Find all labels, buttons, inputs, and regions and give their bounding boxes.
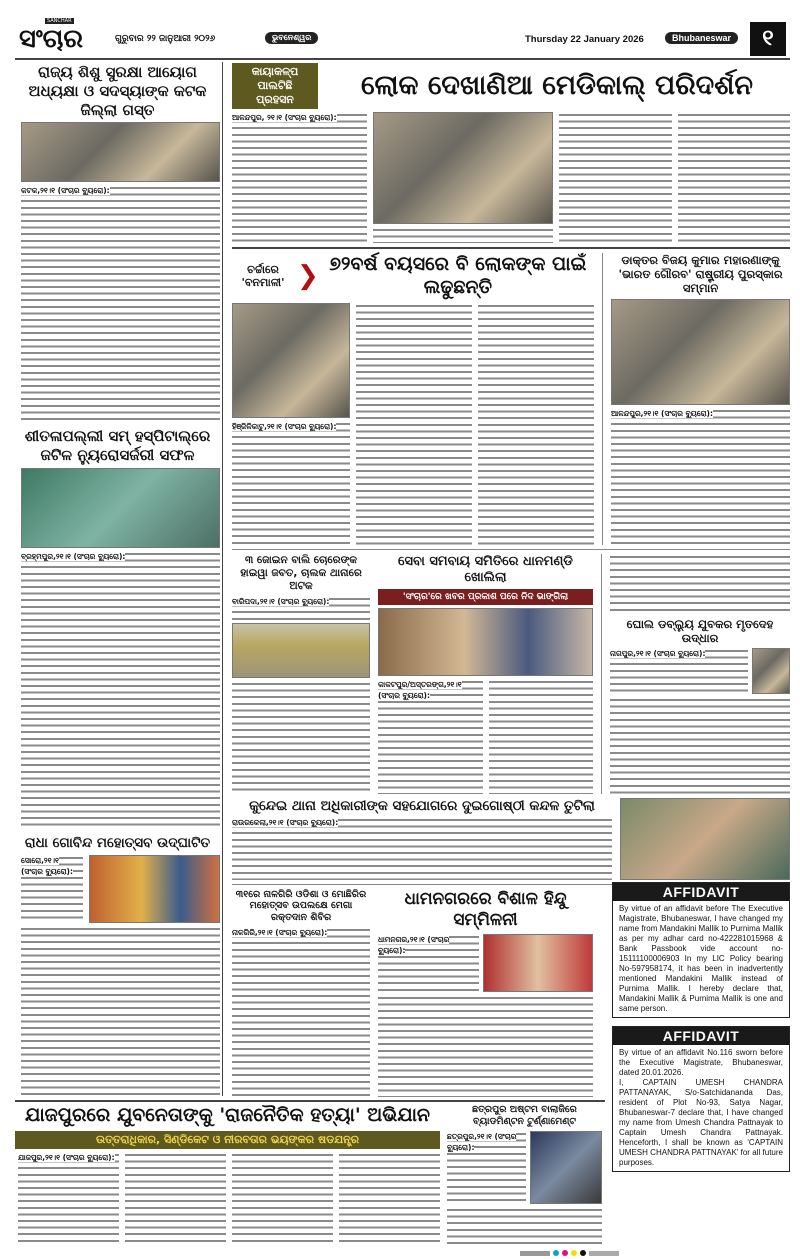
radha-headline[interactable]: ରାଧା ଗୋବିନ୍ଦ ମହୋତ୍ସବ ଉଦ୍‌ଘାଟିତ [24, 835, 211, 852]
medical-headline[interactable]: ଲୋକ ଦେଖାଣିଆ ମେଡିକାଲ୍ ପରିଦର୍ଶନ [361, 70, 753, 102]
blood-article [232, 889, 370, 1098]
kundei-photo [620, 798, 790, 880]
commission-photo [21, 122, 220, 182]
paddy-kicker: 'ସଂଚାର'ରେ ଖବର ପ୍ରକାଶ ପରେ ନିଦ ଭାଙ୍ଗିଲା [378, 589, 593, 605]
blood-body: ନାଳଗିରି,୨୧।୧ (ସଂଚାର ବ୍ୟୁରୋ): [232, 927, 370, 1097]
affidavit-title: AFFIDAVIT [613, 883, 789, 901]
page-number: ୧ [750, 22, 786, 56]
hindu-article [378, 889, 593, 1098]
jajpur-article [15, 1104, 440, 1244]
body-found-body: ନାଗପୁର,୨୧।୧ (ସଂଚାର ବ୍ୟୁରୋ): [610, 648, 748, 694]
sand-body-top: ବାରିପଦା,୨୧।୧ (ସଂଚାର ବ୍ୟୁରୋ): [232, 596, 370, 620]
kundei-article [232, 798, 790, 880]
badminton-body-top: ଛତ୍ରପୁର,୨୧।୧ (ସଂଚାର ବ୍ୟୁରୋ): [447, 1131, 526, 1205]
paddy-headline[interactable]: ସେବା ସମବାୟ ସମିତିରେ ଧାନମଣ୍ଡି ଖୋଲିଲା [398, 553, 573, 585]
banamali-body-col2 [356, 303, 472, 545]
paddy-article [378, 554, 593, 794]
badminton-article [447, 1104, 602, 1244]
hindu-photo [483, 934, 593, 992]
jajpur-body-col1: ଯାଜପୁର,୨୧।୧ (ସଂଚାର ବ୍ୟୁରୋ): [18, 1152, 119, 1244]
commission-body: କଟକ,୨୧।୧ (ସଂଚାର ବ୍ୟୁରୋ): [21, 185, 220, 420]
jajpur-subtitle: ଉତ୍ତରାଧିକାର, ସିଣ୍ଡିକେଟ ଓ ନୀରବତାର ଭୟଙ୍କର ଷଡଯନ୍ତ୍ର [15, 1131, 440, 1149]
paddy-body-col1: କାକଟପୁର/ଅସ୍ତରଙ୍ଗ,୨୧।୧ (ସଂଚାର ବ୍ୟୁରୋ): [378, 679, 483, 794]
body-found-article [610, 554, 790, 794]
odia-date: ଗୁରୁବାର ୨୨ ଜାନୁଆରୀ ୨୦୨୬ [115, 34, 216, 44]
award-photo [611, 299, 790, 406]
medical-body-col1: ଆଳନ୍ଦପୁର, ୨୧।୧ (ସଂଚାର ବ୍ୟୁରୋ): [232, 112, 367, 243]
body-found-body-2 [610, 697, 790, 793]
jajpur-headline[interactable]: ଯାଜପୁରରେ ଯୁବନେତାଙ୍କୁ 'ରାଜନୈତିକ ହତ୍ୟା' ଅଭିଯାନ [24, 1104, 431, 1126]
radha-photo [89, 855, 220, 923]
medical-body-col4 [678, 112, 791, 243]
body-found-photo [752, 648, 790, 694]
hindu-headline[interactable]: ଧାମନଗରରେ ବିଶାଳ ହିନ୍ଦୁ ସମ୍ମିଳନୀ [404, 888, 567, 930]
sand-headline[interactable]: ୩ ଜୋଇନ ବାଲି ଚୋରେଙ୍କ ହାଇୱା ଜବତ, ଚାଲକ ଥାନାରେ ଅଟକ [240, 553, 362, 592]
edition-badge: Bhubaneswar [665, 32, 738, 44]
radha-body [21, 926, 220, 1097]
banamali-photo [232, 303, 350, 418]
medical-photo [373, 112, 553, 224]
sand-body [232, 681, 370, 794]
radha-body-side: ସୋରୋ,୨୧।୧ (ସଂଚାର ବ୍ୟୁରୋ): [21, 855, 83, 923]
jajpur-body-col2 [125, 1152, 226, 1244]
banamali-kicker: ଚର୍ଚ୍ଚାରେ 'ବନମାଳୀ' [241, 262, 285, 290]
badminton-photo [530, 1131, 602, 1205]
banamali-headline[interactable]: ୭୨ବର୍ଷ ବୟସରେ ବି ଲୋକଙ୍କ ପାଇଁ ଲଢୁଛନ୍ତି [329, 252, 587, 299]
medical-body-col2 [373, 227, 553, 243]
affidavit-1 [612, 882, 790, 1018]
body-found-headline[interactable]: ଘୋଲ ଡବ୍ଲ୍ୟୁ ଯୁବକର ମୃତଦେହ ଉଦ୍ଧାର [626, 616, 774, 645]
paddy-photo [378, 608, 593, 676]
medical-body-col3 [559, 112, 672, 243]
affidavit-body: By virtue of an affidavit No.116 sworn before the Executive Magistrate, Bhubaneswar, dated 20.01.2026. I, CAPTAIN UMESH CHANDRA PATTANAYAK, S/o-Satchidananda Das, resident of Plot No-93, Satya Nagar, Bhubaneswar-7 declare that, I have changed my name from Umesh Chandra Pattnayak to Captain Umesh Chandra Pattnayak. Henceforth, I shall be known as 'CAPTAIN UMESH CHANDRA PATTNAYAK' for all future purposes. [619, 1048, 783, 1167]
masthead [15, 18, 790, 58]
logo[interactable]: ସଂଚାର [19, 24, 84, 54]
jajpur-body-col3 [232, 1152, 333, 1244]
affidavit-column [612, 882, 790, 1172]
odia-city-badge: ଭୁବନେଶ୍ୱର [265, 32, 318, 44]
blood-headline[interactable]: ୩୧ରେ ନାଳଗିରି ଓଡିଶା ଓ ମୋଛିରିର ମହୋତ୍ସବ ଉପଲକ୍ଷେ ମେଗା ରକ୍ତଦାନ ଶିବିର [235, 888, 367, 924]
affidavit-2 [612, 1026, 790, 1172]
logo-small: SANCHAR [47, 18, 72, 24]
paddy-body-col2 [489, 679, 594, 794]
badminton-headline[interactable]: ଛତ୍ରପୁର ଅଷ୍ଟମ ବାଲାଜିରେ ବ୍ୟାଡମିଣ୍ଟନ ଟୁର୍ଣ୍ଣାମେଣ୍ଟ [472, 1104, 577, 1127]
neuro-photo [21, 468, 220, 548]
commission-headline[interactable]: ରାଜ୍ୟ ଶିଶୁ ସୁରକ୍ଷା ଆୟୋଗ ଅଧ୍ୟକ୍ଷା ଓ ସଦସ୍ୟାଙ୍କ କଟକ ଜିଲ୍ଲା ଗସ୍ତ [28, 63, 207, 119]
jajpur-body-col4 [339, 1152, 440, 1244]
affidavit-title: AFFIDAVIT [613, 1027, 789, 1045]
english-date: Thursday 22 January 2026 [525, 34, 644, 45]
color-registration-marks [520, 1250, 619, 1256]
kundei-body: ରାଉରକେଲା,୨୧।୧ (ସଂଚାର ବ୍ୟୁରୋ): [232, 817, 612, 879]
left-column [15, 63, 220, 1097]
medical-kicker: କାୟାକଳ୍ପ ପାଲଟିଛି ପ୍ରହସନ [232, 63, 318, 109]
award-article [611, 253, 790, 545]
award-body: ଆଳନ୍ଦପୁର,୨୧।୧ (ସଂଚାର ବ୍ୟୁରୋ): [611, 408, 790, 544]
neuro-headline[interactable]: ଶୀତଳାପଲ୍ଲୀ ସମ୍ ହସ୍ପିଟାଲ୍‌ରେ ଜଟିଳ ନ୍ୟୁରୋସର୍ଜରୀ ସଫଳ [24, 427, 211, 464]
badminton-body [447, 1207, 602, 1244]
banamali-body-col3 [478, 303, 594, 545]
sand-article [232, 554, 370, 794]
banamali-body-col1: ହିଞ୍ଜିଳିକାଟୁ,୨୧।୧ (ସଂଚାର ବ୍ୟୁରୋ): [232, 421, 350, 545]
sand-photo [232, 623, 370, 678]
neuro-body: ବ୍ରହ୍ମପୁର,୨୧।୧ (ସଂଚାର ବ୍ୟୁରୋ): [21, 551, 220, 829]
banamali-article [232, 253, 594, 545]
medical-article [232, 63, 790, 243]
rest-body [610, 554, 790, 614]
hindu-body [378, 995, 593, 1097]
kundei-headline[interactable]: କୁନ୍ଦେଇ ଥାନା ଅଧିକାରୀଙ୍କ ସହଯୋଗରେ ଦୁଇଗୋଷ୍ଠୀ କନ୍ଦଳ ତୁଟିଲା [249, 797, 595, 814]
award-headline[interactable]: ଡାକ୍ତର ବିଜୟ କୁମାର ମହାରଣାଙ୍କୁ 'ଭାରତ ଗୌରବ' ରାଷ୍ଟ୍ରୀୟ ପୁରସ୍କାର ସମ୍ମାନ [618, 252, 783, 296]
chevron-icon: ❯ [297, 261, 319, 292]
hindu-body-top: ଧାମନଗର,୨୧।୧ (ସଂଚାର ବ୍ୟୁରୋ): [378, 934, 479, 992]
affidavit-body: By virtue of an affidavit before The Executive Magistrate, Bhubaneswar, I have changed my name from Mandakini Mallik to Purnima Mallik as per my adhar card no-422281015968 & Bank Passbook vide account no-15111100006903 In my LIC Policy bearing No-597958174, it has been in inadvertently mentioned Mandakini Mallik instead of Purnima Mallik. I hereby declare that, Mandakini Mallik & Purnima Mallik is one and same person. [619, 904, 783, 1013]
